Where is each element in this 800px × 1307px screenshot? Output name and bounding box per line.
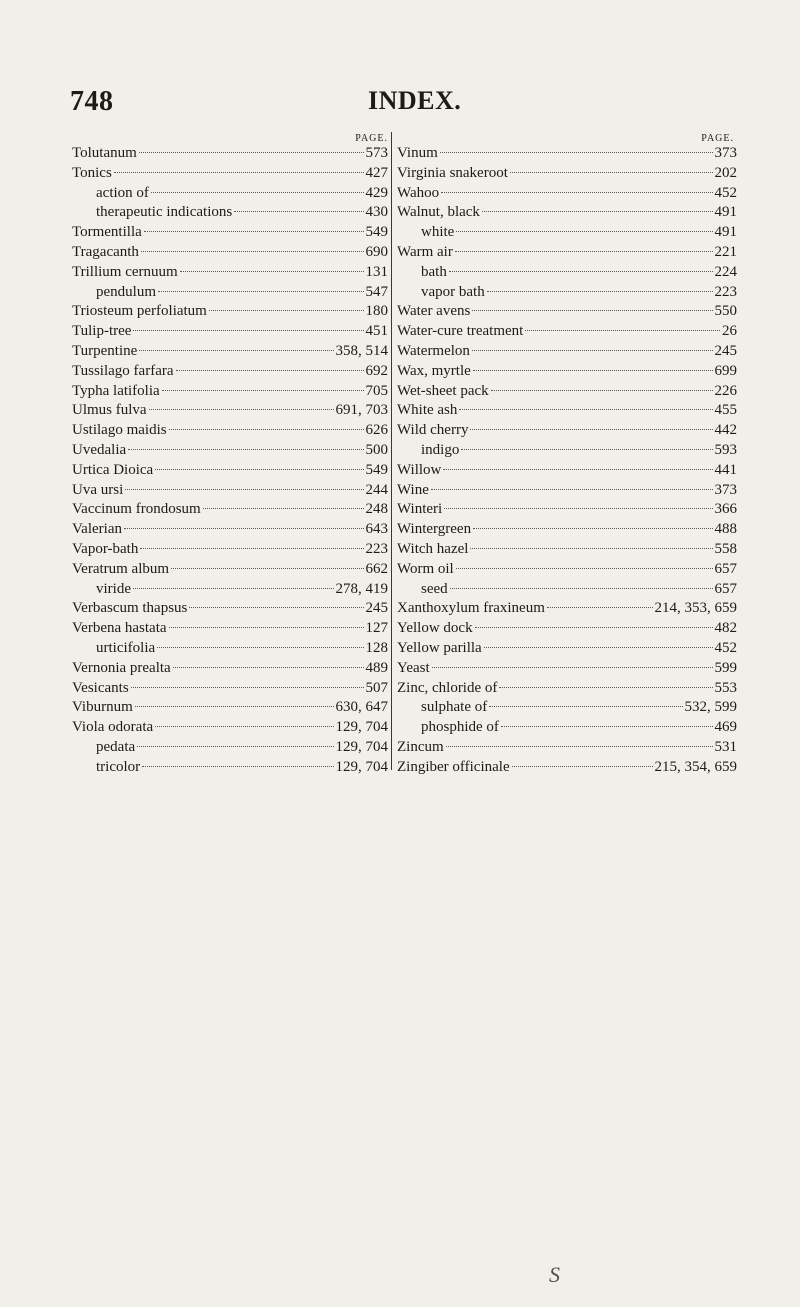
entry-name: Wet-sheet pack <box>397 382 489 399</box>
leader-dots <box>173 667 364 668</box>
index-entry <box>72 401 388 421</box>
leader-dots <box>144 231 364 232</box>
entry-name: Verbena hastata <box>72 620 167 637</box>
leader-dots <box>180 271 364 272</box>
leader-dots <box>482 211 713 212</box>
leader-dots <box>525 330 720 331</box>
entry-name: white <box>421 224 455 241</box>
index-entry <box>72 223 388 243</box>
entry-pages: 451 <box>365 323 388 340</box>
entry-name: Vernonia prealta <box>72 659 171 676</box>
leader-dots <box>133 588 334 589</box>
index-entry <box>397 580 737 600</box>
entry-name: viride <box>96 580 131 597</box>
index-entry <box>72 639 388 659</box>
entry-name: Wintergreen <box>397 521 472 538</box>
entry-pages: 549 <box>365 461 388 478</box>
entry-pages: 373 <box>714 481 737 498</box>
entry-pages: 129, 704 <box>335 758 388 775</box>
leader-dots <box>441 192 712 193</box>
entry-name: Turpentine <box>72 342 138 359</box>
entry-pages: 442 <box>714 422 737 439</box>
index-entry <box>72 599 388 619</box>
entry-pages: 127 <box>365 620 388 637</box>
leader-dots <box>510 172 713 173</box>
index-entry <box>397 302 737 322</box>
entry-name: seed <box>421 580 448 597</box>
index-entry <box>397 659 737 679</box>
entry-name: Tussilago farfara <box>72 362 174 379</box>
index-entry <box>72 500 388 520</box>
leader-dots <box>114 172 364 173</box>
entry-name: Witch hazel <box>397 540 469 557</box>
entry-pages: 491 <box>714 204 737 221</box>
index-entry <box>397 520 737 540</box>
entry-pages: 427 <box>365 164 388 181</box>
leader-dots <box>135 706 334 707</box>
entry-pages: 630, 647 <box>335 699 388 716</box>
index-entry <box>397 243 737 263</box>
index-entry <box>72 441 388 461</box>
entry-pages: 131 <box>365 263 388 280</box>
entry-name: Vesicants <box>72 679 129 696</box>
leader-dots <box>459 409 712 410</box>
entry-pages: 550 <box>714 303 737 320</box>
entry-pages: 373 <box>714 145 737 161</box>
leader-dots <box>142 766 333 767</box>
index-entry <box>397 619 737 639</box>
entry-name: Warm air <box>397 243 453 260</box>
index-entries-right <box>397 144 737 778</box>
entry-name: Winteri <box>397 501 443 518</box>
index-column-left <box>72 133 388 778</box>
index-entry <box>72 243 388 263</box>
entry-name: Valerian <box>72 521 122 538</box>
leader-dots <box>162 390 364 391</box>
entry-pages: 657 <box>714 580 737 597</box>
entry-pages: 593 <box>714 441 737 458</box>
entry-name: Verbascum thapsus <box>72 600 188 617</box>
leader-dots <box>139 350 333 351</box>
index-entry <box>397 401 737 421</box>
entry-pages: 488 <box>714 521 737 538</box>
entry-name: Wine <box>397 481 429 498</box>
index-entry <box>397 738 737 758</box>
index-entry <box>397 698 737 718</box>
leader-dots <box>155 726 333 727</box>
leader-dots <box>512 766 653 767</box>
index-entry <box>72 619 388 639</box>
leader-dots <box>128 449 363 450</box>
column-divider <box>391 132 392 770</box>
leader-dots <box>461 449 712 450</box>
entry-name: Water-cure treatment <box>397 323 524 340</box>
entry-pages: 532, 599 <box>684 699 737 716</box>
entry-pages: 223 <box>714 283 737 300</box>
index-entry <box>397 322 737 342</box>
leader-dots <box>169 627 364 628</box>
leader-dots <box>446 746 713 747</box>
entry-name: Water avens <box>397 303 471 320</box>
entry-pages: 366 <box>714 501 737 518</box>
page-header <box>0 86 800 120</box>
leader-dots <box>140 548 363 549</box>
entry-pages: 491 <box>714 224 737 241</box>
entry-name: tricolor <box>96 758 141 775</box>
leader-dots <box>470 429 712 430</box>
entry-name: Ulmus fulva <box>72 402 147 419</box>
index-entry <box>72 540 388 560</box>
entry-pages: 507 <box>365 679 388 696</box>
index-entry <box>72 718 388 738</box>
leader-dots <box>131 687 364 688</box>
index-entry <box>397 461 737 481</box>
entry-pages: 180 <box>365 303 388 320</box>
entry-pages: 705 <box>365 382 388 399</box>
index-entry <box>72 580 388 600</box>
entry-pages: 553 <box>714 679 737 696</box>
entry-pages: 358, 514 <box>335 342 388 359</box>
entry-name: Yellow dock <box>397 620 473 637</box>
entry-name: Walnut, black <box>397 204 480 221</box>
entry-pages: 26 <box>722 323 737 340</box>
index-entry <box>397 421 737 441</box>
entry-pages: 245 <box>365 600 388 617</box>
entry-pages: 221 <box>714 243 737 260</box>
leader-dots <box>151 192 364 193</box>
leader-dots <box>499 687 712 688</box>
index-entry <box>72 758 388 778</box>
index-entry <box>397 144 737 164</box>
entry-name: Tolutanum <box>72 145 137 161</box>
entry-name: Wax, myrtle <box>397 362 471 379</box>
index-entry <box>72 560 388 580</box>
leader-dots <box>125 489 363 490</box>
entry-name: vapor bath <box>421 283 485 300</box>
entry-pages: 469 <box>714 719 737 736</box>
index-entry <box>72 421 388 441</box>
entry-name: Wild cherry <box>397 422 469 439</box>
index-entry <box>397 283 737 303</box>
leader-dots <box>158 291 364 292</box>
entry-name: pendulum <box>96 283 156 300</box>
entry-pages: 429 <box>365 184 388 201</box>
entry-name: Virginia snakeroot <box>397 164 508 181</box>
index-entry <box>72 302 388 322</box>
entry-pages: 226 <box>714 382 737 399</box>
entry-pages: 657 <box>714 560 737 577</box>
index-entry <box>72 184 388 204</box>
index-entry <box>397 164 737 184</box>
leader-dots <box>141 251 364 252</box>
entry-pages: 452 <box>714 184 737 201</box>
leader-dots <box>124 528 364 529</box>
entry-name: Zincum <box>397 738 444 755</box>
index-entry <box>72 481 388 501</box>
leader-dots <box>234 211 363 212</box>
index-entry <box>397 679 737 699</box>
entry-name: pedata <box>96 738 136 755</box>
index-entry <box>397 639 737 659</box>
leader-dots <box>473 370 713 371</box>
leader-dots <box>547 607 653 608</box>
index-entry <box>72 203 388 223</box>
leader-dots <box>491 390 713 391</box>
entry-pages: 690 <box>365 243 388 260</box>
entry-name: White ash <box>397 402 458 419</box>
entry-pages: 245 <box>714 342 737 359</box>
index-entry <box>72 283 388 303</box>
leader-dots <box>443 469 712 470</box>
index-entry <box>397 758 737 778</box>
leader-dots <box>209 310 364 311</box>
entry-pages: 643 <box>365 521 388 538</box>
entry-name: therapeutic indications <box>96 204 233 221</box>
entry-pages: 248 <box>365 501 388 518</box>
entry-name: Yeast <box>397 659 430 676</box>
entry-pages: 244 <box>365 481 388 498</box>
leader-dots <box>450 588 713 589</box>
leader-dots <box>470 548 712 549</box>
entry-name: Typha latifolia <box>72 382 160 399</box>
leader-dots <box>444 508 712 509</box>
leader-dots <box>449 271 713 272</box>
leader-dots <box>157 647 363 648</box>
leader-dots <box>133 330 363 331</box>
leader-dots <box>137 746 333 747</box>
index-entry <box>72 461 388 481</box>
entry-name: Vapor-bath <box>72 540 139 557</box>
entry-name: Yellow parilla <box>397 639 482 656</box>
entry-pages: 500 <box>365 441 388 458</box>
leader-dots <box>456 231 712 232</box>
entry-pages: 202 <box>714 164 737 181</box>
entry-pages: 531 <box>714 738 737 755</box>
entry-pages: 558 <box>714 540 737 557</box>
entry-pages: 691, 703 <box>335 402 388 419</box>
entry-name: Ustilago maidis <box>72 422 167 439</box>
leader-dots <box>139 152 364 153</box>
index-entry <box>397 560 737 580</box>
leader-dots <box>171 568 363 569</box>
entry-name: phosphide of <box>421 719 499 736</box>
page-title: INDEX. <box>368 86 462 115</box>
entry-pages: 489 <box>365 659 388 676</box>
entry-pages: 129, 704 <box>335 719 388 736</box>
leader-dots <box>203 508 364 509</box>
index-entry <box>397 203 737 223</box>
leader-dots <box>176 370 364 371</box>
leader-dots <box>440 152 713 153</box>
entry-name: Wahoo <box>397 184 440 201</box>
index-entry <box>72 263 388 283</box>
index-entry <box>72 362 388 382</box>
leader-dots <box>501 726 713 727</box>
leader-dots <box>456 568 713 569</box>
entry-name: bath <box>421 263 447 280</box>
entry-pages: 224 <box>714 263 737 280</box>
entry-pages: 430 <box>365 204 388 221</box>
entry-name: Tonics <box>72 164 112 181</box>
entry-name: Trillium cernuum <box>72 263 178 280</box>
entry-pages: 662 <box>365 560 388 577</box>
entry-name: Uvedalia <box>72 441 127 458</box>
entry-name: Triosteum perfoliatum <box>72 303 207 320</box>
index-entry <box>72 659 388 679</box>
entry-name: sulphate of <box>421 699 488 716</box>
entry-name: action of <box>96 184 149 201</box>
entry-pages: 549 <box>365 224 388 241</box>
entry-name: Willow <box>397 461 442 478</box>
entry-name: Veratrum album <box>72 560 170 577</box>
leader-dots <box>149 409 334 410</box>
index-entry <box>397 342 737 362</box>
index-entry <box>397 441 737 461</box>
page-column-label: PAGE. <box>701 133 734 144</box>
entry-pages: 223 <box>365 540 388 557</box>
index-entry <box>72 144 388 164</box>
index-entry <box>397 223 737 243</box>
entry-name: Urtica Dioica <box>72 461 154 478</box>
entry-name: Viola odorata <box>72 719 154 736</box>
entry-name: indigo <box>421 441 460 458</box>
index-entry <box>397 362 737 382</box>
leader-dots <box>431 489 713 490</box>
index-entry <box>397 382 737 402</box>
page-number: 748 <box>70 86 114 117</box>
entry-name: Vinum <box>397 145 438 161</box>
entry-pages: 215, 354, 659 <box>654 758 737 775</box>
index-entry <box>72 738 388 758</box>
index-entry <box>72 520 388 540</box>
entry-pages: 626 <box>365 422 388 439</box>
leader-dots <box>487 291 713 292</box>
footer-mark: S <box>549 1262 560 1287</box>
leader-dots <box>169 429 364 430</box>
leader-dots <box>432 667 713 668</box>
leader-dots <box>155 469 363 470</box>
entry-pages: 547 <box>365 283 388 300</box>
entry-pages: 699 <box>714 362 737 379</box>
index-entry <box>397 599 737 619</box>
leader-dots <box>189 607 363 608</box>
entry-pages: 278, 419 <box>335 580 388 597</box>
index-entry <box>72 679 388 699</box>
index-entry <box>72 342 388 362</box>
entry-pages: 599 <box>714 659 737 676</box>
entry-pages: 452 <box>714 639 737 656</box>
index-entry <box>397 718 737 738</box>
entry-name: Watermelon <box>397 342 470 359</box>
entry-pages: 573 <box>365 145 388 161</box>
leader-dots <box>455 251 713 252</box>
entry-name: Xanthoxylum fraxineum <box>397 600 545 617</box>
index-entry <box>397 540 737 560</box>
leader-dots <box>489 706 682 707</box>
entry-name: Tulip-tree <box>72 323 132 340</box>
leader-dots <box>473 528 712 529</box>
entry-name: Worm oil <box>397 560 454 577</box>
leader-dots <box>484 647 713 648</box>
index-entry <box>397 481 737 501</box>
entry-name: Viburnum <box>72 699 133 716</box>
entry-pages: 692 <box>365 362 388 379</box>
index-column-right <box>397 133 737 778</box>
entry-pages: 455 <box>714 402 737 419</box>
entry-name: Zingiber officinale <box>397 758 510 775</box>
entry-name: Tormentilla <box>72 224 142 241</box>
index-entry <box>72 698 388 718</box>
entry-name: Uva ursi <box>72 481 124 498</box>
entry-pages: 441 <box>714 461 737 478</box>
leader-dots <box>472 350 713 351</box>
index-entry <box>72 164 388 184</box>
index-entry <box>397 500 737 520</box>
entry-pages: 129, 704 <box>335 738 388 755</box>
index-entry <box>72 382 388 402</box>
entry-pages: 214, 353, 659 <box>654 600 737 617</box>
index-entry <box>397 263 737 283</box>
entry-name: Tragacanth <box>72 243 139 260</box>
leader-dots <box>475 627 713 628</box>
entry-name: Vaccinum frondosum <box>72 501 201 518</box>
leader-dots <box>472 310 712 311</box>
index-entry <box>397 184 737 204</box>
entry-name: Zinc, chloride of <box>397 679 498 696</box>
index-entries-left <box>72 144 388 778</box>
page-column-label: PAGE. <box>355 133 388 144</box>
entry-name: urticifolia <box>96 639 156 656</box>
entry-pages: 128 <box>365 639 388 656</box>
index-entry <box>72 322 388 342</box>
entry-pages: 482 <box>714 620 737 637</box>
